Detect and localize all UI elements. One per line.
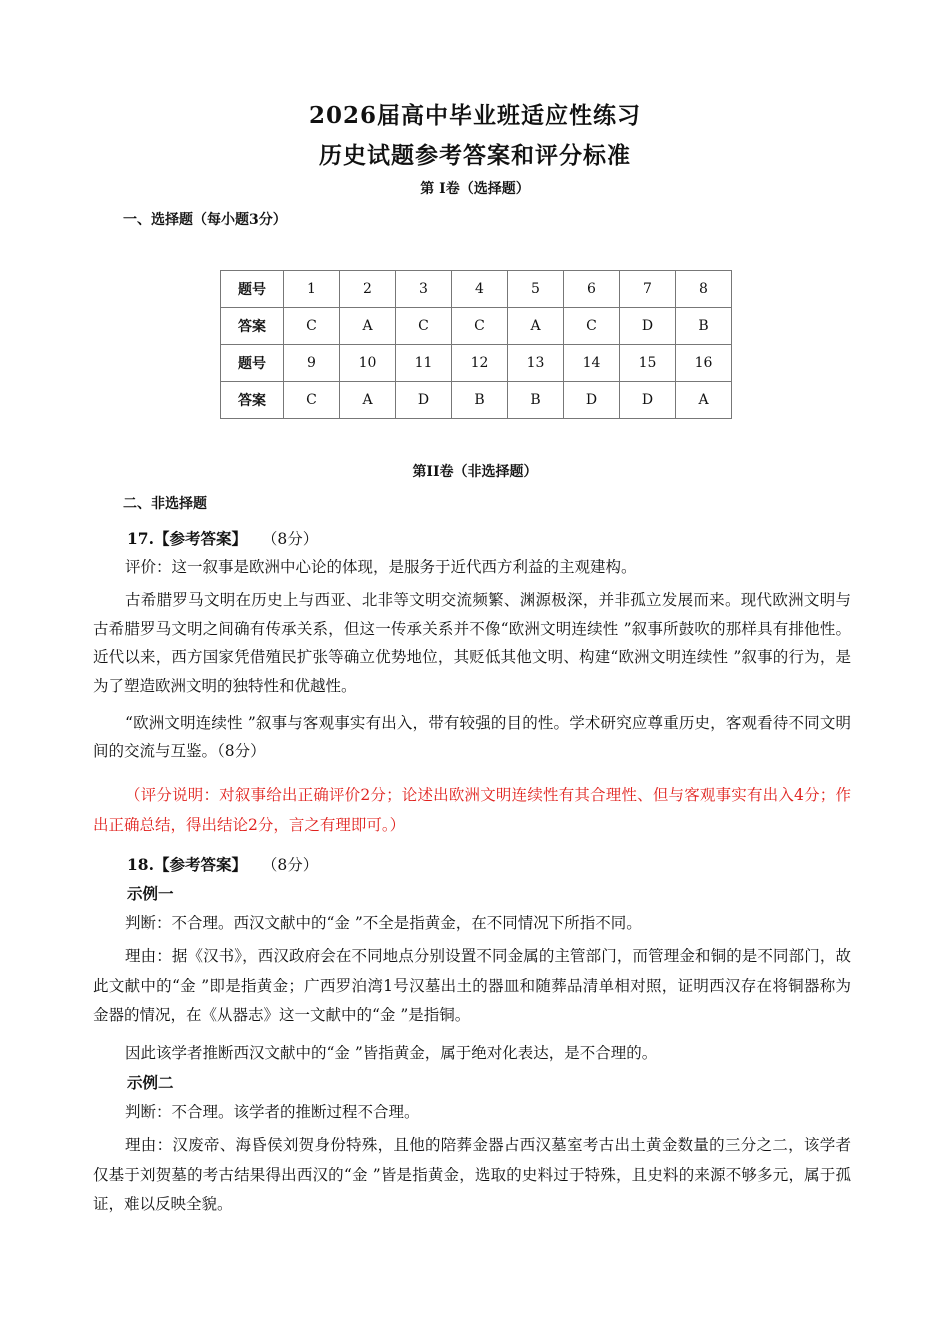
table-cell: D bbox=[564, 382, 620, 419]
table-cell: A bbox=[508, 308, 564, 345]
q18-score: （8分） bbox=[261, 856, 319, 874]
table-row bbox=[221, 271, 732, 308]
table-cell: 10 bbox=[340, 345, 396, 382]
table-cell: C bbox=[284, 308, 340, 345]
q17-scoring-note: （评分说明：对叙事给出正确评价2分；论述出欧洲文明连续性有其合理性、但与客观事实有出入4分；作出正确总结，得出结论2分，言之有理即可。） bbox=[93, 786, 851, 834]
q18-example2-label: 示例二 bbox=[127, 1073, 174, 1092]
table-cell: A bbox=[676, 382, 732, 419]
q18-heading bbox=[127, 853, 318, 875]
q17-paragraph: 古希腊罗马文明在历史上与西亚、北非等文明交流频繁、渊源极深，并非孤立发展而来。现代欧洲文明与古希腊罗马文明之间确有传承关系，但这一传承关系并不像“欧洲文明连续性 ”叙事所鼓吹的那样具有排他性。近代以来，西方国家凭借殖民扩张等确立优势地位，其贬低其他文明、构建“欧洲文明连续性 ”叙事的行为，是为了塑造欧洲文明的独特性和优越性。 bbox=[93, 591, 851, 695]
q17-heading-label: 17.【参考答案】 bbox=[127, 529, 247, 548]
table-cell: A bbox=[340, 382, 396, 419]
document-subtitle: 历史试题参考答案和评分标准 bbox=[319, 142, 631, 169]
table-row bbox=[221, 345, 732, 382]
q18-example2-reason: 理由：汉废帝、海昏侯刘贺身份特殊，且他的陪葬金器占西汉墓室考古出土黄金数量的三分之二，该学者仅基于刘贺墓的考古结果得出西汉的“金 ”皆是指黄金，选取的史料过于特殊，且史料的来源不够多元，属于孤证，难以反映全貌。 bbox=[93, 1136, 851, 1213]
table-row-header: 答案 bbox=[221, 382, 284, 419]
table-cell: B bbox=[508, 382, 564, 419]
table-cell: 13 bbox=[508, 345, 564, 382]
answer-table bbox=[220, 270, 732, 419]
document-title: 2026届高中毕业班适应性练习 bbox=[308, 102, 641, 129]
q18-example1-conclusion: 因此该学者推断西汉文献中的“金 ”皆指黄金，属于绝对化表达，是不合理的。 bbox=[125, 1044, 658, 1062]
table-cell: C bbox=[284, 382, 340, 419]
q18-example1-reason: 理由：据《汉书》，西汉政府会在不同地点分别设置不同金属的主管部门，而管理金和铜的是不同部门，故此文献中的“金 ”即是指黄金；广西罗泊湾1号汉墓出土的器皿和随葬品清单相对照，证明西汉存在将铜器称为金器的情况，在《从器志》这一文献中的“金 ”是指铜。 bbox=[93, 947, 851, 1024]
table-cell: 8 bbox=[676, 271, 732, 308]
section2-heading: 二、非选择题 bbox=[123, 496, 207, 512]
q17-evaluation: 评价：这一叙事是欧洲中心论的体现，是服务于近代西方利益的主观建构。 bbox=[125, 558, 637, 576]
table-row bbox=[221, 308, 732, 345]
table-cell: 9 bbox=[284, 345, 340, 382]
table-cell: 11 bbox=[396, 345, 452, 382]
q18-example1-label: 示例一 bbox=[127, 884, 174, 903]
table-cell: 12 bbox=[452, 345, 508, 382]
table-cell: D bbox=[396, 382, 452, 419]
table-cell: 1 bbox=[284, 271, 340, 308]
table-cell: 4 bbox=[452, 271, 508, 308]
table-cell: 2 bbox=[340, 271, 396, 308]
table-cell: 6 bbox=[564, 271, 620, 308]
q18-heading-label: 18.【参考答案】 bbox=[127, 855, 247, 874]
table-cell: D bbox=[620, 308, 676, 345]
table-row bbox=[221, 382, 732, 419]
q18-example1-judgement: 判断：不合理。西汉文献中的“金 ”不全是指黄金，在不同情况下所指不同。 bbox=[125, 914, 642, 932]
table-row-header: 题号 bbox=[221, 345, 284, 382]
table-cell: 3 bbox=[396, 271, 452, 308]
q17-score: （8分） bbox=[261, 530, 319, 548]
table-cell: C bbox=[396, 308, 452, 345]
table-cell: 5 bbox=[508, 271, 564, 308]
table-cell: C bbox=[452, 308, 508, 345]
table-cell: B bbox=[452, 382, 508, 419]
table-cell: C bbox=[564, 308, 620, 345]
part1-heading: 第 I卷（选择题） bbox=[420, 181, 530, 197]
table-row-header: 答案 bbox=[221, 308, 284, 345]
part2-heading: 第II卷（非选择题） bbox=[412, 464, 538, 480]
table-cell: D bbox=[620, 382, 676, 419]
q17-heading bbox=[127, 527, 318, 549]
table-cell: 15 bbox=[620, 345, 676, 382]
table-row-header: 题号 bbox=[221, 271, 284, 308]
q17-conclusion: “欧洲文明连续性 ”叙事与客观事实有出入，带有较强的目的性。学术研究应尊重历史，客观看待不同文明间的交流与互鉴。（8分） bbox=[93, 714, 851, 760]
table-cell: 16 bbox=[676, 345, 732, 382]
table-cell: A bbox=[340, 308, 396, 345]
section1-heading: 一、选择题（每小题3分） bbox=[123, 212, 287, 228]
q18-example2-judgement: 判断：不合理。该学者的推断过程不合理。 bbox=[125, 1103, 420, 1121]
table-cell: 14 bbox=[564, 345, 620, 382]
table-cell: B bbox=[676, 308, 732, 345]
table-cell: 7 bbox=[620, 271, 676, 308]
